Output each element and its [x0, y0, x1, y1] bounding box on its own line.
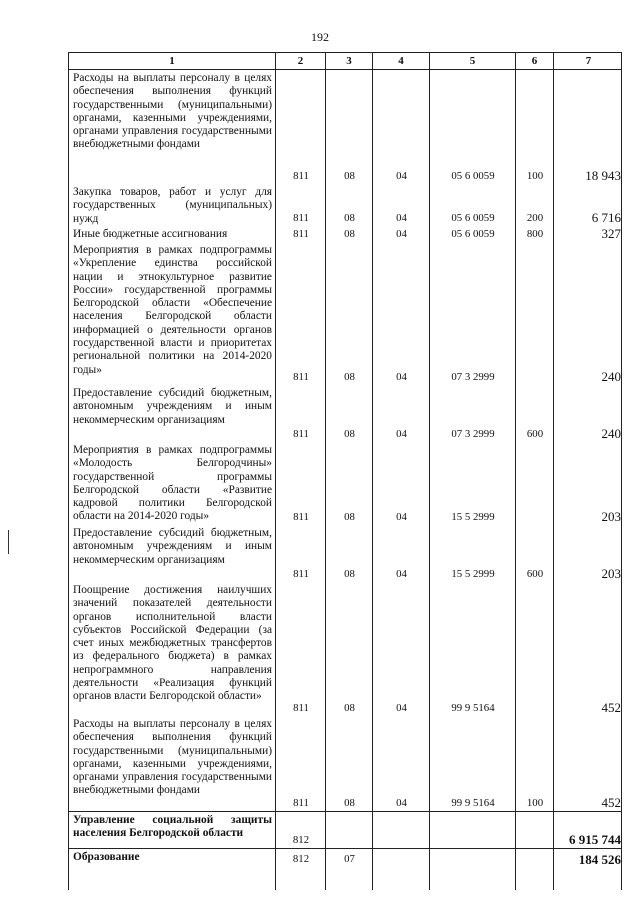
row-col-7: 203 [601, 509, 621, 524]
row-col-6: 200 [526, 212, 544, 224]
row-col-6: 600 [526, 428, 544, 440]
row-description: Управление социальной защиты населения Белгородской области [73, 814, 272, 840]
row-col-2: 812 [292, 853, 310, 865]
page-number: 192 [311, 30, 329, 44]
table-header [68, 52, 622, 70]
row-col-7: 6 915 744 [569, 832, 621, 847]
row-col-5: 15 5 2999 [451, 568, 495, 580]
table-row [68, 184, 622, 226]
row-col-4: 04 [396, 212, 407, 224]
row-col-3: 08 [344, 511, 355, 523]
margin-mark [8, 530, 9, 554]
row-col-5: 05 6 0059 [451, 170, 495, 182]
header-col-6: 6 [516, 53, 554, 69]
row-col-5: 07 3 2999 [451, 371, 495, 383]
table-row [68, 226, 622, 242]
row-description: Поощрение достижения наилучших значений показателей деятельности органов исполнительной власти субъектов Российской Федерации (за счет иных межбюджетных трансфертов из федерального бюджета) в рамках непрограммного направления деятельности «Реализация функций органов власти Белгородской области» [73, 584, 272, 703]
row-col-2: 811 [293, 371, 309, 383]
row-col-7: 184 526 [578, 852, 621, 867]
row-col-5: 05 6 0059 [451, 212, 495, 224]
row-col-5: 99 9 5164 [451, 702, 495, 714]
row-col-2: 811 [293, 428, 309, 440]
row-col-6: 100 [526, 170, 544, 182]
row-col-5: 99 9 5164 [451, 797, 495, 809]
row-col-2: 812 [292, 834, 310, 846]
table-row [68, 242, 622, 385]
row-col-4: 04 [396, 170, 407, 182]
row-description: Образование [73, 851, 140, 863]
row-col-6: 800 [526, 228, 544, 240]
row-col-7: 203 [601, 566, 621, 581]
row-col-2: 811 [293, 797, 309, 809]
row-col-6: 100 [526, 797, 544, 809]
row-col-5: 05 6 0059 [451, 228, 495, 240]
row-description: Предоставление субсидий бюджетным, автономным учреждениям и иным некоммерческим организациям [73, 527, 272, 566]
row-description: Предоставление субсидий бюджетным, автономным учреждениям и иным некоммерческим организациям [73, 387, 272, 426]
header-col-7: 7 [585, 55, 592, 67]
row-description: Иные бюджетные ассигнования [73, 228, 228, 240]
row-col-3: 08 [344, 702, 355, 714]
row-col-3: 08 [344, 568, 355, 580]
header-col-2: 2 [276, 53, 326, 69]
row-col-7: 18 943 [585, 168, 621, 183]
row-col-2: 811 [293, 228, 309, 240]
row-col-6: 600 [526, 568, 544, 580]
row-col-7: 452 [601, 795, 621, 810]
row-description: Расходы на выплаты персоналу в целях обеспечения выполнения функций государственными (муниципальными) органами, казенными учреждениями, органами управления государственными внебюджетными фондами [73, 718, 272, 797]
row-description: Мероприятия в рамках подпрограммы «Укрепление единства российской нации и этнокультурное развитие России» государственной программы Белгородской области «Обеспечение населения Белгородской области информацией о деятельности органов государственной власти и приоритетах региональной политики на 2014-2020 годы» [73, 244, 272, 376]
header-col-4: 4 [373, 53, 430, 69]
table-row [68, 848, 622, 890]
row-col-4: 04 [396, 702, 407, 714]
row-description: Расходы на выплаты персоналу в целях обеспечения выполнения функций государственными (муниципальными) органами, казенными учреждениями, органами управления государственными внебюджетными фондами [73, 72, 272, 151]
row-col-4: 04 [396, 228, 407, 240]
row-col-3: 08 [344, 170, 355, 182]
row-col-3: 08 [344, 797, 355, 809]
row-col-4: 04 [396, 797, 407, 809]
row-col-2: 811 [293, 568, 309, 580]
table-row [68, 582, 622, 716]
row-col-7: 6 716 [591, 210, 621, 225]
row-col-4: 04 [396, 371, 407, 383]
table-row [68, 385, 622, 442]
row-col-2: 811 [293, 212, 309, 224]
row-col-3: 08 [344, 428, 355, 440]
row-col-2: 811 [293, 170, 309, 182]
header-col-1: 1 [69, 53, 276, 69]
table-row [68, 70, 622, 184]
row-col-4: 04 [396, 568, 407, 580]
row-col-2: 811 [293, 511, 309, 523]
row-col-2: 811 [293, 702, 309, 714]
row-col-3: 07 [344, 853, 355, 865]
row-col-3: 08 [344, 371, 355, 383]
row-col-7: 240 [601, 426, 621, 441]
table-row [68, 811, 622, 848]
row-col-7: 327 [601, 226, 621, 241]
row-col-3: 08 [344, 212, 355, 224]
row-col-7: 452 [601, 700, 621, 715]
table-row [68, 442, 622, 525]
row-col-4: 04 [396, 428, 407, 440]
table-row [68, 716, 622, 811]
row-col-5: 07 3 2999 [451, 428, 495, 440]
row-col-4: 04 [396, 511, 407, 523]
budget-table [68, 52, 622, 890]
row-description: Закупка товаров, работ и услуг для государственных (муниципальных) нужд [73, 186, 272, 225]
row-col-5: 15 5 2999 [451, 511, 495, 523]
header-col-5: 5 [430, 53, 516, 69]
table-row [68, 525, 622, 582]
header-col-3: 3 [326, 53, 373, 69]
row-col-3: 08 [344, 228, 355, 240]
row-col-7: 240 [601, 369, 621, 384]
row-description: Мероприятия в рамках подпрограммы «Молодость Белгородчины» государственной программы Белгородской области «Развитие кадровой политики Белгородской области на 2014-2020 годы» [73, 444, 272, 523]
